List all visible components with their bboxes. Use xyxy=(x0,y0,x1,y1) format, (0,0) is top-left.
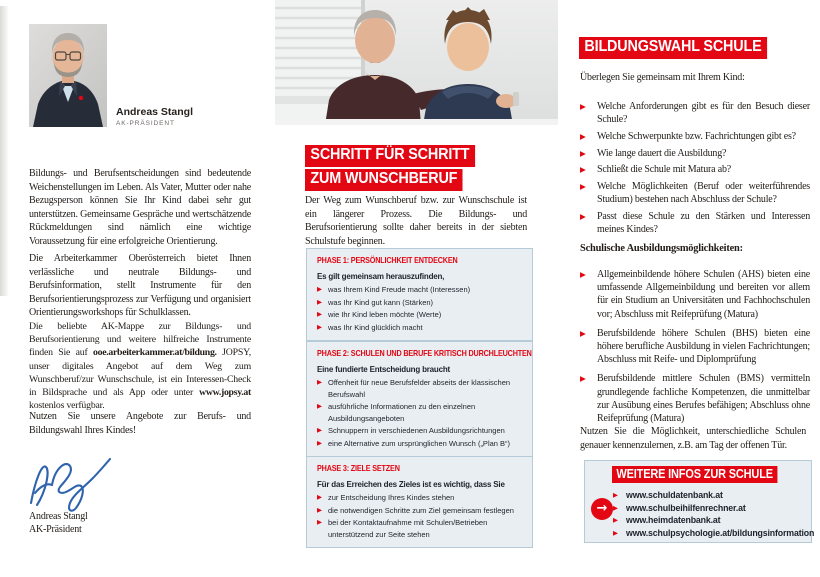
p3-text-3: kostenlos verfügbar. xyxy=(29,400,105,412)
middle-headline-line-1: SCHRITT FÜR SCHRITT xyxy=(305,145,475,167)
question-text: Schließt die Schule mit Matura ab? xyxy=(597,164,731,176)
bullet-arrow-icon: ▶ xyxy=(317,322,322,331)
phase-item-text: wie Ihr Kind leben möchte (Werte) xyxy=(328,310,442,320)
right-headline-text: BILDUNGSWAHL SCHULE xyxy=(579,37,767,59)
phase-list-item xyxy=(317,438,522,450)
info-link-text: www.schuldatenbank.at xyxy=(626,490,723,500)
bullet-arrow-icon: ▶ xyxy=(317,378,322,386)
question-text: Welche Schwerpunkte bzw. Fachrichtungen gibt es? xyxy=(597,130,796,142)
info-link-item xyxy=(613,489,807,502)
question-item xyxy=(580,180,810,206)
intro-paragraph-3 xyxy=(29,320,251,412)
bullet-arrow-icon: ▶ xyxy=(317,285,322,293)
info-link-item xyxy=(613,527,815,540)
question-item xyxy=(580,130,810,143)
phase-item-text: was Ihr Kind glücklich macht xyxy=(328,322,423,332)
phase-list-item xyxy=(317,505,522,517)
bullet-arrow-icon: ▶ xyxy=(317,518,322,527)
p3-text-2: JOPSY, unser digitales Angebot auf dem Weg zum Wunschberuf/zur Wunschschule, ist ein Interessen-Check in Bildsprache und als App oder unter xyxy=(29,347,251,399)
bullet-arrow-icon: ▶ xyxy=(580,270,586,279)
bullet-arrow-icon: ▶ xyxy=(613,516,618,525)
school-type-text: Allgemeinbildende höhere Schulen (AHS) bieten eine umfassende Allgemeinbildung und bereiten vor allem für ein Studium an Universitäten und Fachhochschulen vor; Abschluss mit Reifeprüfung (Matura) xyxy=(597,269,810,320)
bullet-arrow-icon: ▶ xyxy=(580,328,586,338)
phase-box-1 xyxy=(306,248,533,341)
p3-text-1: Die beliebte AK-Mappe zur Bildungs- und Berufsorientierung und weitere hilfreiche Instrumente finden Sie auf xyxy=(29,321,251,359)
question-item xyxy=(580,147,810,160)
phase-item-text: ausführliche Informationen zu den einzelnen Ausbildungsangeboten xyxy=(328,402,476,423)
info-link-item xyxy=(613,502,807,515)
phase-item-text: eine Alternative zum ursprünglichen Wunsch („Plan B“) xyxy=(328,438,511,448)
bullet-arrow-icon: ▶ xyxy=(580,102,586,111)
bullet-arrow-icon: ▶ xyxy=(580,211,586,221)
right-intro: Überlegen Sie gemeinsam mit Ihrem Kind: xyxy=(580,72,745,83)
phase-item-text: was Ihr Kind gut kann (Stärken) xyxy=(328,297,434,307)
school-type-text: Berufsbildende mittlere Schulen (BMS) vermitteln grundlegende fachliche Kompetenzen, die unmittelbar zur Ausübung eines Berufes befähigen; Abschluss ohne Reifeprüfung (Matura) xyxy=(597,373,810,425)
bullet-arrow-icon: ▶ xyxy=(317,426,322,435)
bullet-arrow-icon: ▶ xyxy=(580,182,586,192)
page-edge-shadow xyxy=(0,6,9,296)
question-list xyxy=(580,100,810,240)
school-type-item xyxy=(580,372,810,425)
phase-list-item xyxy=(317,322,522,334)
right-headline xyxy=(579,37,788,61)
phase-list-item xyxy=(317,492,522,504)
question-item xyxy=(580,100,810,126)
info-box-title: WEITERE INFOS ZUR SCHULE xyxy=(612,466,777,483)
phase-list-item xyxy=(317,377,522,400)
question-text: Wie lange dauert die Ausbildung? xyxy=(597,147,727,159)
info-link-text: www.heimdatenbank.at xyxy=(626,515,721,526)
portrait-role: AK-PRÄSIDENT xyxy=(116,120,175,127)
phase-list-item xyxy=(317,297,522,309)
bullet-arrow-icon: ▶ xyxy=(580,131,586,141)
p3-url-jopsy: www.jopsy.at xyxy=(199,387,251,399)
phase-item-text: Schnuppern in verschiedenen Ausbildungsrichtungen xyxy=(328,426,505,436)
phase-list-item xyxy=(317,309,522,321)
bullet-arrow-icon: ▶ xyxy=(613,528,618,537)
phase-list-item xyxy=(317,517,522,540)
closing-appeal: Nutzen Sie unsere Angebote zur Berufs- und Bildungswahl Ihres Kindes! xyxy=(29,411,251,436)
bullet-arrow-icon: ▶ xyxy=(317,493,322,501)
bullet-arrow-icon: ▶ xyxy=(317,310,322,319)
bullet-arrow-icon: ▶ xyxy=(317,438,322,447)
phase-1-title: PHASE 1: PERSÖNLICHKEIT ENTDECKEN xyxy=(317,255,458,265)
bullet-arrow-icon: ▶ xyxy=(317,297,322,306)
question-item xyxy=(580,163,810,176)
middle-headline xyxy=(305,145,494,193)
school-type-list xyxy=(580,268,810,431)
phase-1-list xyxy=(317,284,522,333)
phase-list-item xyxy=(317,425,522,437)
info-link-text: www.schulbeihilfenrechner.at xyxy=(626,502,746,513)
phase-box-3 xyxy=(306,456,533,548)
school-type-item xyxy=(580,268,810,321)
question-text: Welche Möglichkeiten (Beruf oder weiterführendes Studium) bestehen nach Abschluss der Schule? xyxy=(597,181,810,206)
school-type-text: Berufsbildende höhere Schulen (BHS) bieten eine höhere berufliche Ausbildung in vielen Fachrichtungen; Abschluss mit Reife- und Diplomprüfung xyxy=(597,327,810,366)
bullet-arrow-icon: ▶ xyxy=(317,505,322,514)
arrow-circle-icon xyxy=(591,498,613,520)
info-link-text: www.schulpsychologie.at/bildungsinformation xyxy=(626,527,815,538)
right-closing: Nutzen Sie die Möglichkeit, unterschiedliche Schulen genauer kennenzulernen, z.B. am Tag der offenen Tür. xyxy=(580,426,806,451)
question-item xyxy=(580,210,810,236)
phase-item-text: Offenheit für neue Berufsfelder abseits der klassischen Berufswahl xyxy=(328,378,511,399)
right-arrow-icon: → xyxy=(596,501,608,516)
president-portrait-photo xyxy=(29,24,107,127)
father-son-photo xyxy=(275,0,558,125)
phase-2-list xyxy=(317,377,522,450)
bullet-arrow-icon: ▶ xyxy=(580,165,586,175)
bullet-arrow-icon: ▶ xyxy=(317,402,322,411)
phase-1-lead: Es gilt gemeinsam herauszufinden, xyxy=(317,272,445,281)
phase-list-item xyxy=(317,284,522,296)
bullet-arrow-icon: ▶ xyxy=(613,491,618,499)
phase-item-text: die notwendigen Schritte zum Ziel gemeinsam festlegen xyxy=(328,505,514,515)
intro-paragraph-1: Bildungs- und Berufsentscheidungen sind bedeutende Weichenstellungen im Leben. Als Vater, Mutter oder nahe Bezugsperson können Sie Ihr Kind dabei sehr gut unterstützen. Gemeinsame Gespräche und wertschätzende Rückmeldungen sind nämlich eine wichtige Voraussetzung für eine erfolgreiche Orientierung. xyxy=(29,168,251,247)
phase-2-title: PHASE 2: SCHULEN UND BERUFE KRITISCH DURCHLEUCHTEN xyxy=(317,348,532,358)
phase-3-list xyxy=(317,492,522,540)
question-text: Welche Anforderungen gibt es für den Besuch dieser Schule? xyxy=(597,101,810,126)
bullet-arrow-icon: ▶ xyxy=(580,148,586,158)
info-link-item xyxy=(613,514,807,527)
bullet-arrow-icon: ▶ xyxy=(580,374,586,384)
phase-item-text: was Ihrem Kind Freude macht (Interessen) xyxy=(328,285,471,294)
question-text: Passt diese Schule zu den Stärken und Interessen meines Kindes? xyxy=(597,210,810,236)
school-type-item xyxy=(580,327,810,367)
signature-name: Andreas Stangl xyxy=(29,511,88,522)
phase-item-text: zur Entscheidung Ihres Kindes stehen xyxy=(328,493,455,502)
phase-3-lead: Für das Erreichen des Zieles ist es wichtig, dass Sie xyxy=(317,480,505,489)
signature-role: AK-Präsident xyxy=(29,524,82,535)
middle-intro: Der Weg zum Wunschberuf bzw. zur Wunschschule ist ein längerer Prozess. Die Bildungs- und Berufsorientierung sollte daher bereits in der siebten Schulstufe beginnen. xyxy=(305,195,527,247)
phase-2-lead: Eine fundierte Entscheidung braucht xyxy=(317,365,451,374)
intro-paragraph-2: Die Arbeiterkammer Oberösterreich bietet Ihnen verlässliche und neutrale Bildungs- und Berufsinformation, stellt Instrumente für den Berufsorientierungsprozess zur Verfügung und organisiert Orientierungsworkshops für Schulklassen. xyxy=(29,253,251,319)
info-box xyxy=(584,460,815,543)
portrait-name: Andreas Stangl xyxy=(116,106,194,118)
phase-box-2 xyxy=(306,341,533,458)
phase-list-item xyxy=(317,401,522,424)
school-options-subheading: Schulische Ausbildungsmöglichkeiten: xyxy=(580,243,743,254)
bullet-arrow-icon: ▶ xyxy=(613,503,618,512)
phase-item-text: bei der Kontaktaufnahme mit Schulen/Betrieben unterstützend zur Seite stehen xyxy=(328,518,488,539)
info-link-list xyxy=(613,489,815,539)
signature-handwriting xyxy=(26,455,130,515)
phase-3-title: PHASE 3: ZIELE SETZEN xyxy=(317,463,400,473)
middle-headline-line-2: ZUM WUNSCHBERUF xyxy=(305,169,463,191)
p3-url-bildung: ooe.arbeiterkammer.at/bildung. xyxy=(93,347,217,359)
